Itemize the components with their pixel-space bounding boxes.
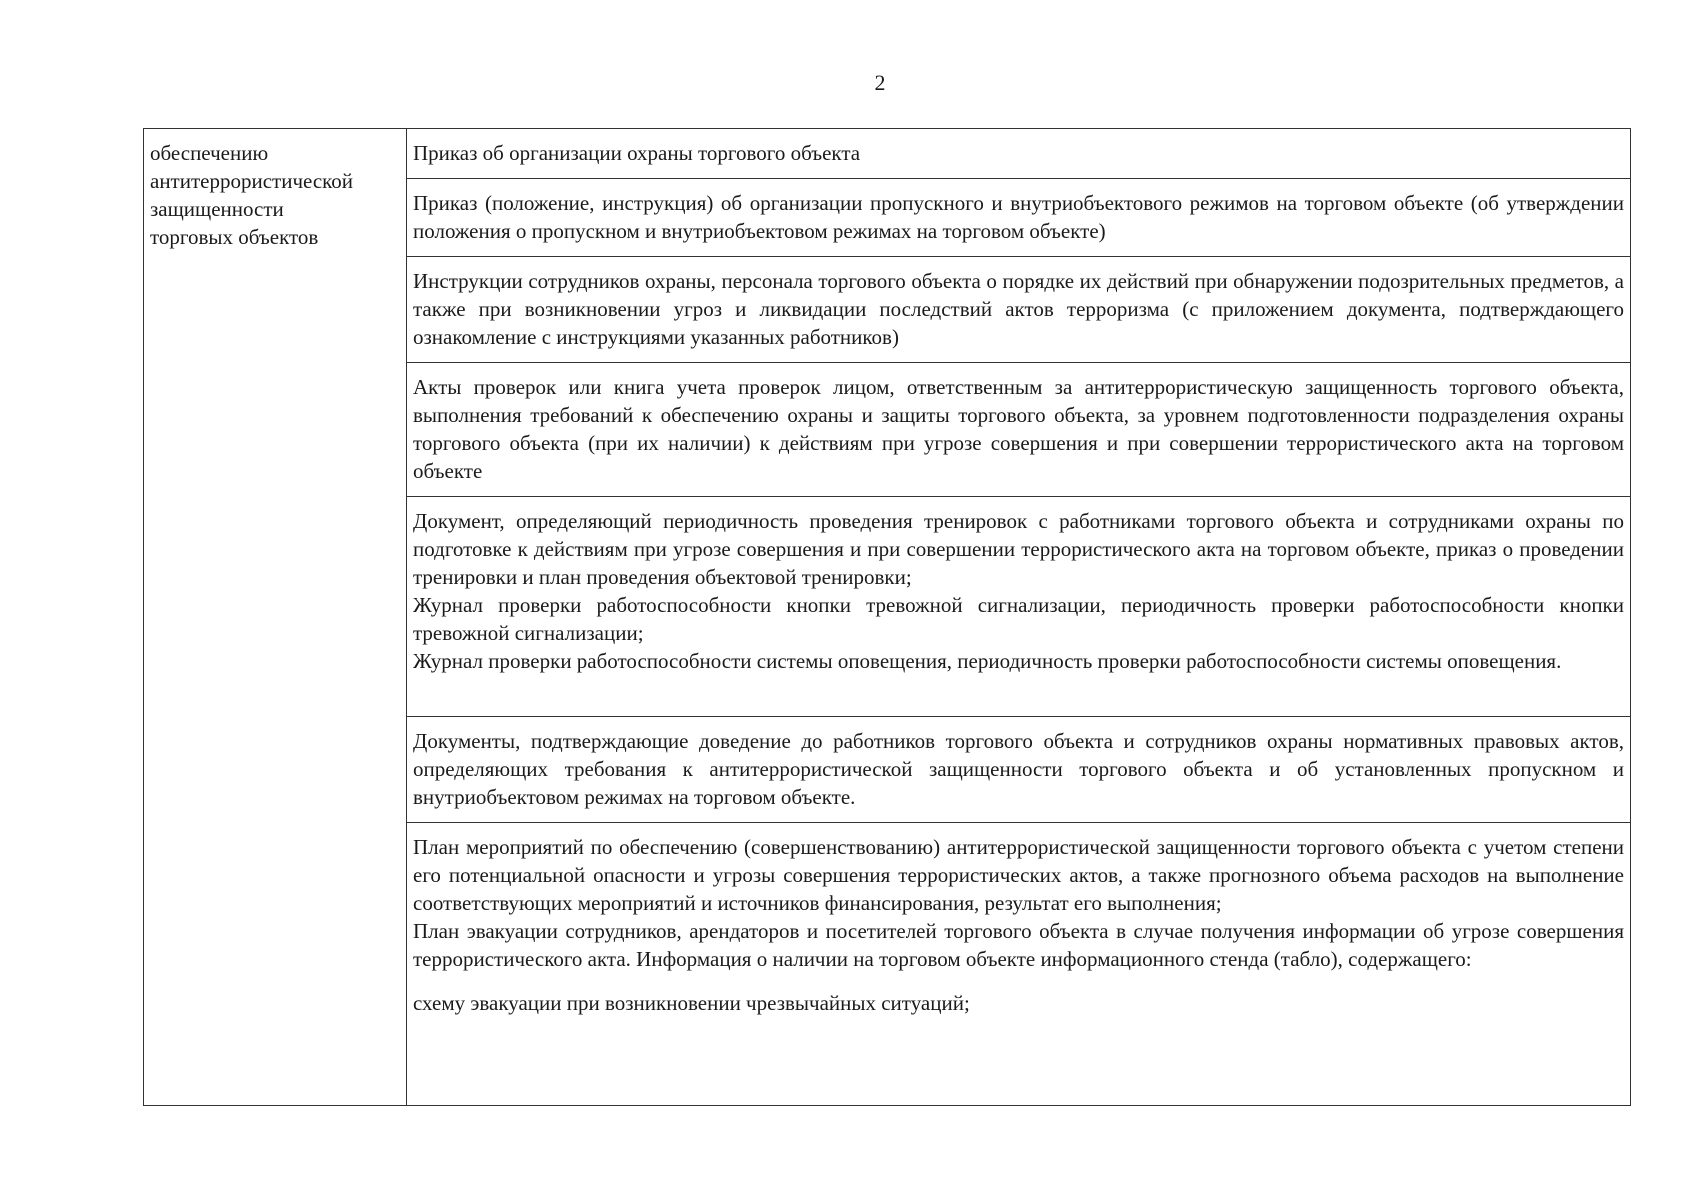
table-row (407, 257, 1630, 363)
document-table (143, 128, 1631, 1106)
row-text: Документы, подтверждающие доведение до работников торгового объекта и сотрудников охраны нормативных правовых актов, определяющих требования к антитеррористической защищенности торгового объекта и об установленных пропускном и внутриобъектовом режимах на торговом объекте. (413, 729, 1624, 809)
left-cell-line: торговых объектов (150, 225, 319, 249)
row-text: Инструкции сотрудников охраны, персонала торгового объекта о порядке их действий при обнаружении подозрительных предметов, а также при возникновении угроз и ликвидации последствий актов терроризма (с приложением документа, подтверждающего ознакомление с инструкциями указанных работников) (413, 269, 1624, 349)
row-text: схему эвакуации при возникновении чрезвычайных ситуаций; (413, 991, 970, 1015)
table-row (407, 717, 1630, 823)
left-cell-line: антитеррористической (150, 169, 354, 193)
row-text: План эвакуации сотрудников, арендаторов и посетителей торгового объекта в случае получения информации об угрозе совершения террористического акта. Информация о наличии на торговом объекте информационного стенда (табло), содержащего: (413, 919, 1624, 971)
row-text: План мероприятий по обеспечению (совершенствованию) антитеррористической защищенности торгового объекта с учетом степени его потенциальной опасности и угрозы совершения террористических актов, а также прогнозного объема расходов на выполнение соответствующих мероприятий и источников финансирования, результат его выполнения; (413, 835, 1624, 915)
row-text: Приказ об организации охраны торгового объекта (413, 141, 861, 165)
table-row (407, 497, 1630, 717)
table-row (407, 363, 1630, 497)
page-number: 2 (874, 70, 886, 95)
row-text: Акты проверок или книга учета проверок лицом, ответственным за антитеррористическую защищенность торгового объекта, выполнения требований к обеспечению охраны и защиты торгового объекта, за уровнем подготовленности подразделения охраны торгового объекта (при их наличии) к действиям при угрозе совершения и при совершении террористического акта на торговом объекте (413, 375, 1624, 483)
table-row (407, 129, 1630, 179)
row-text: Приказ (положение, инструкция) об организации пропускного и внутриобъектового режимов на торговом объекте (об утверждении положения о пропускном и внутриобъектовом режимах на торговом объекте) (413, 191, 1624, 243)
row-text: Документ, определяющий периодичность проведения тренировок с работниками торгового объекта и сотрудниками охраны по подготовке к действиям при угрозе совершения и при совершении террористического акта на торговом объекте, приказ о проведении тренировки и план проведения объектовой тренировки; (413, 509, 1624, 589)
left-cell-line: обеспечению (150, 141, 269, 165)
row-text: Журнал проверки работоспособности кнопки тревожной сигнализации, периодичность проверки работоспособности кнопки тревожной сигнализации; (413, 593, 1624, 645)
left-cell-line: защищенности (150, 197, 284, 221)
table-row (407, 823, 1630, 1105)
row-text: Журнал проверки работоспособности системы оповещения, периодичность проверки работоспособности системы оповещения. (413, 649, 1562, 673)
right-column (407, 129, 1630, 1105)
paragraph-gap (413, 973, 1624, 989)
left-cell (144, 129, 407, 1105)
table-row (407, 179, 1630, 257)
